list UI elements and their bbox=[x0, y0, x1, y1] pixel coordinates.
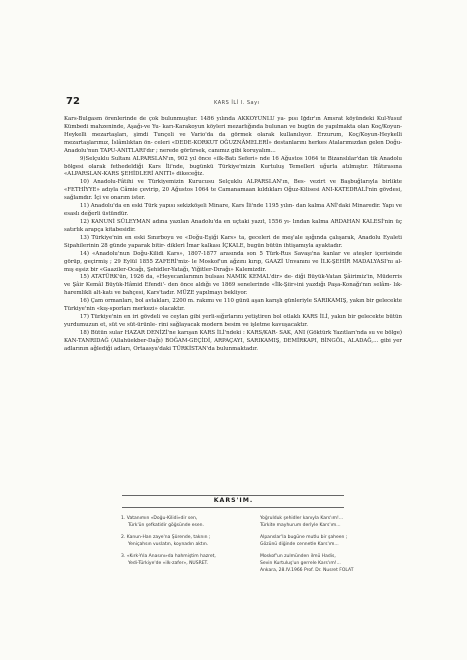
poem-right-column bbox=[260, 515, 420, 578]
poem-line: 1. Vatanımın «Doğu-Kilidi»dir sen, bbox=[121, 516, 198, 521]
page-header bbox=[66, 98, 402, 110]
poem-stanza bbox=[121, 534, 281, 548]
paragraph-13: 13) Türkiye'nin en eski Sınırboyu ve «Doğu-Eşiği Kars» ta, geceleri de meş'ale ışığında çalışarak, Anadolu Eyaleti Sipahilerinin 28 günde yaparak bitir- dikleri İmar kalkası İÇKALE, bugün bütün ihtişamıyla ayaktadır. bbox=[64, 234, 402, 249]
poem-line: Gözünü diğinde cennetle Kars'ım... bbox=[260, 541, 339, 547]
poem-top-rule bbox=[122, 495, 344, 496]
poem-line: 3. «Kırk-Yıla Anasını»da hahmiştim hazret, bbox=[121, 553, 216, 559]
poem-line: 2. Kanun-Han zaye'na Şûrende, taknın ; bbox=[121, 534, 211, 540]
poem-stanza bbox=[260, 534, 420, 548]
paragraph-10: 10) Anadolu-Fâtihi ve Türkiyemizin Kurucusu Selçuklu ALPARSLAN'ın, Bes- vezirt ve Başbuğlarıyla birlikte «FETHİYYE» adıyla Câmie çevirip, 20 Ağustos 1064 te Camanamaan kıldıkları Oğuz-Kilisesi ANI-KATEDRALİ'nin gövdesi, sağlamdır. İçi ve onarım ister. bbox=[64, 179, 402, 202]
poem-line: Yedi-Türkiye'de «ilk-zafer», NUSRET. bbox=[128, 560, 209, 566]
paragraph-intro: Kars-Bulgasm örenlerinde de çok bulunmuştur. 1486 yılında AKKOYUNLU ya- pısı İğdır'ın Amsrat köyündeki Kul-Yusuf Kümbedi mahzeninde, Aşağı-ve Yu- karı-Karakoyun köyleri mezarlığında bulunan ve bugün de yapılmakta olan Koç/Koyun-Heykelli mezartaşları, şimdi Tunçeli ve Vario'da da görmek olarak kullanılıyor. Erzurum, Koç/Koyun-Heykelli mezartaşlarımız, İslâmlıktan ön- celeri «DEDE-KORKUT OĞUZNÂMELERİ» destanlarını herkes Atalarımızdan gelen Doğu-Anadolu'nun TAPU-ANITLARI'dır ; nerede görürsek, canımız gibi koruyalım... bbox=[64, 116, 402, 154]
page-number: 72 bbox=[66, 96, 80, 107]
running-title: KARS İLİ I. Sayı bbox=[214, 100, 260, 106]
paragraph-16: 16) Çam ormanları, bol avlakları, 2200 m. rakımı ve 110 günü aşan karışlı günleriyle SARIKAMIŞ, yakın bir gelecekte Türkiye'nin «kış-sporları merkezi» olacaktır. bbox=[64, 298, 402, 313]
poem-title-rule bbox=[122, 507, 344, 508]
poem-stanza bbox=[121, 515, 281, 529]
poem-left-column bbox=[121, 515, 281, 571]
body-text bbox=[64, 116, 402, 494]
poem-line: Yoğrulduk şehidler kanıyla Kars'ım!... bbox=[260, 516, 344, 521]
paragraph-9: 9)Selçuklu Sultanı ALPARSLAN'ın, 902 yıl önce «ilk-Batı Seferi» nde 16 Ağustos 1064 te Bizanslılar'dan tik Anadolu bölgesi olarak fethedeldiği Kars İli'nde, bugünkü Türkiye'mizin Kurtuluş Temelleri uğurla atılmıştır. Hâtırasına «ALPARSLAN-KARS ŞEHİDLERİ ANITI» dikeceğiz. bbox=[64, 155, 402, 178]
paragraph-14: 14) «Anadolu'nun Doğu-Kilidi Kars», 1807-1877 arasında son 5 Türk-Rus Savaşı'na kanlar ve ateşler içerisinde görüp, geçirmiş ; 29 Eylül 1855 ZAFERİ'miz- le Moskof'un ağzını kırıp, GAAZİ Unvanını ve İLK-ŞEHİR MADALYASI'nı al- mış eşsiz bir «Gaaziler-Ocağı, Şehidler-Yatağı, Yiğitler-Dırağı» Kalemizdir. bbox=[64, 250, 402, 273]
poem-stanza bbox=[260, 515, 420, 529]
poem-line: Alpanslar'la bugüne mutlu bir şaheen ; bbox=[260, 534, 348, 540]
poem-line: Yeniçahsın vuslatın, koynadın aktın. bbox=[128, 541, 209, 547]
paragraph-18: 18) Bütün sular HAZAR DENİZİ'ne karışan KARS İLİ'ndeki : KARS/KAR- SAK, ANI (Göktürk Yazıtları'nda su ve bölge) KAN-TANRIDAĞ (Allahüekber-Dağı) BOĞAM-GEÇİDİ, ARPAÇAYI, SARIKAMIŞ, DEMİRKAPI, BİNGÖL, ALADAĞ,... gibi yer adlarının ağlediği adları, Ortaasya'daki TÜRKİSTAN'da bulunmaktadır. bbox=[64, 329, 402, 352]
poem-stanza bbox=[260, 553, 420, 574]
poem-line: Sevin Kurtuluş'un gerrele Kars'ım!... bbox=[260, 560, 341, 566]
poem-stanza bbox=[121, 553, 281, 567]
poem-title: KARS'IM. bbox=[213, 497, 254, 504]
paragraph-15: 15) ATATÜRK'ün, 1926 da, «Heyecanlarımın bulsası NAMIK KEMAL'dir» de- diği Büyük-Vatan Şâirimiz'in, Müderris ve Şâir Kemâl Büyük-Hâmid Efendi'- den önce aldığı ve 1869 senelerinde «İlk-Şiir»ini yazdığı Paşa-Konağı'nın selâm- lık-haremlikli alt-katı ve bahçesi, Kars'tadır. MÜZE yapılmayı bekliyor. bbox=[64, 274, 402, 297]
paragraph-17: 17) Türkiye'nin en iri gövdeli ve ceylan gibi yerli-sığırlarını yetiştiren bol otlaklı KARS İLİ, yakın bir gelecekte bütün yurdumuzun et, süt ve süt-ürünle- rini sağlayacak modern besim ve işletme kavuşacaktır. bbox=[64, 314, 402, 328]
paragraph-11: 11) Anadolu'da en eski Türk yapısı sekizköşeli Minare, Kars İli'nde 1195 yılın- dan kalma ANİ'daki Minaredir. Yapı ve esaslı değerli üstündür. bbox=[64, 203, 402, 218]
paragraph-12: 12) KANUNİ SÜLEYMAN adına yazılan Anadolu'da en uçtaki yazıt, 1556 yı- lından kalma ARDAHAN KALESİ'nin üç satırlık arapça kitabesidir. bbox=[64, 218, 402, 233]
poem-line: Moskof'un zulmünden ilmü Hadis, bbox=[260, 553, 336, 559]
poem-signature: Ankara, 28.IV.1966 Prof. Dr. Nusret FOLAT bbox=[260, 567, 354, 573]
poem-line: Türk'ün şefkatidir göğsünde esen. bbox=[128, 523, 204, 529]
poem-line: Türkite mayhurum derîyle Kars'ım... bbox=[260, 523, 341, 529]
